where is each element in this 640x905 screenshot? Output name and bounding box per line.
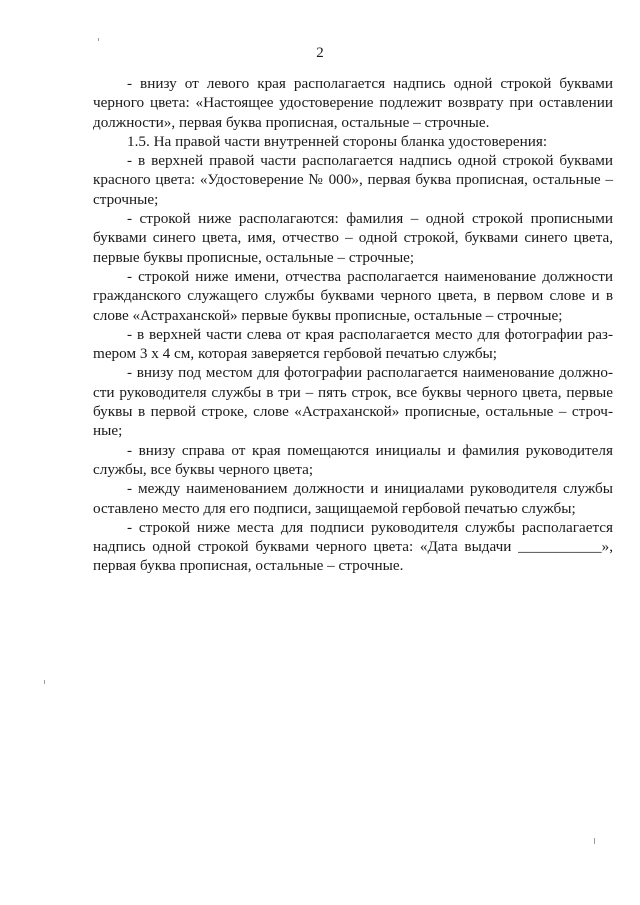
page-number: 2 [316,45,324,61]
paragraph-8: - внизу справа от края помещаются инициалы и фамилия руководителя службы, все буквы черного цвета; [93,441,613,478]
paragraph-1: - внизу от левого края располагается надпись одной строкой буквами черного цвета: «Настоящее удостоверение подлежит возврату при оставлении должности», первая буква прописная, остальные – строчные. [93,75,613,131]
paragraph-4: - строкой ниже располагаются: фамилия – одной строкой прописными буквами синего цвета, имя, отчество – одной строкой, буквами синего цвета, первые буквы прописные, остальные – строчные; [93,210,613,266]
paragraph-10: - строкой ниже места для подписи руководителя службы располагается надпись одной строкой буквами черного цвета: «Дата выдачи ___________», первая буква прописная, остальные – строчные. [93,518,613,575]
paragraph-3: - в верхней правой части располагается надпись одной строкой буквами красного цвета: «Удостоверение № 000», первая буква прописная, остальные – строчные; [93,152,613,208]
paragraph-2: 1.5. На правой части внутренней стороны бланка удостоверения: [127,132,548,150]
scan-speck [594,838,595,844]
paragraph-6: - в верхней части слева от края располагается место для фотографии разmером 3 х 4 см, которая заверяется гербовой печатью службы; [93,325,613,363]
document-body [93,74,613,576]
scan-speck [44,680,45,684]
scan-speck [98,38,99,41]
paragraph-5: - строкой ниже имени, отчества располагается наименование должности гражданского служащего службы буквами черного цвета, в первом слове и в слове «Астраханской» первые буквы прописные, остальные – строчные; [93,267,613,324]
paragraph-7: - внизу под местом для фотографии располагается наименование должности руководителя службы в три – пять строк, все буквы черного цвета, первые буквы в первой строке, слове «Астраханской» прописные, остальные – строчные; [93,364,613,440]
paragraph-9: - между наименованием должности и инициалами руководителя службы оставлено место для его подписи, защищаемой гербовой печатью службы; [93,480,613,517]
